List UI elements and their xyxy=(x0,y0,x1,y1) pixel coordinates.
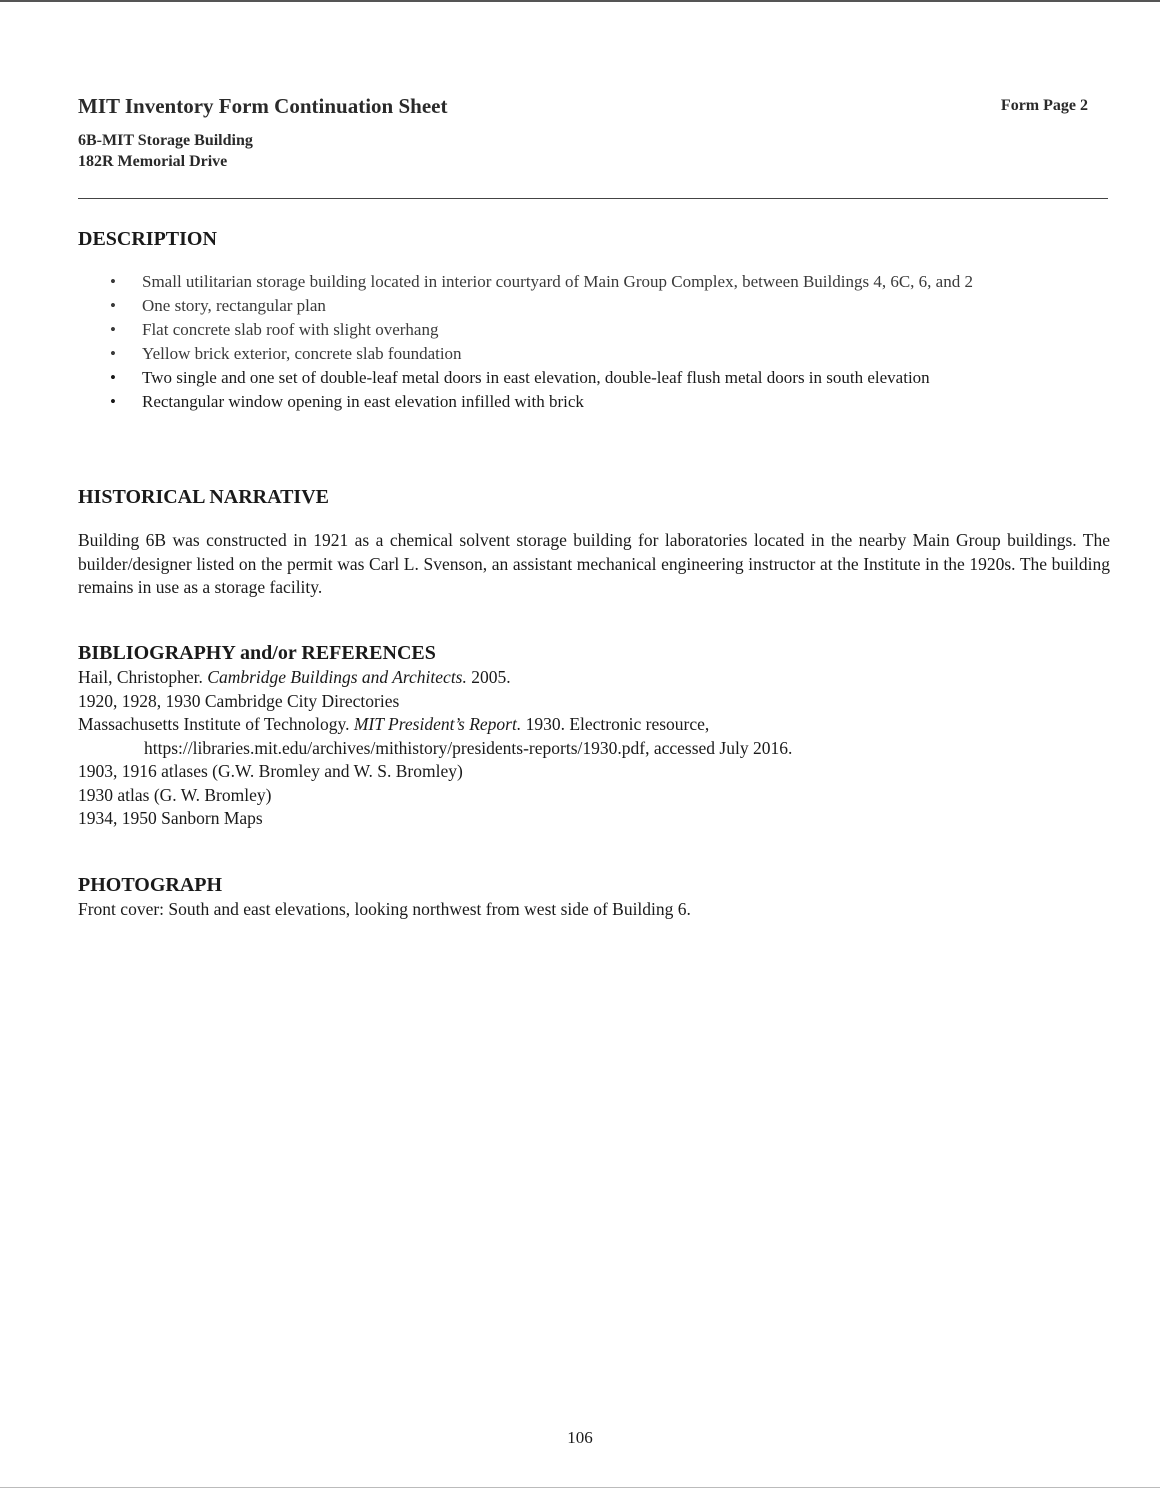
list-item-text: Flat concrete slab roof with slight overhang xyxy=(142,320,439,339)
list-item-text: Small utilitarian storage building located in interior courtyard of Main Group Complex, between Buildings 4, 6C, 6, and 2 xyxy=(142,272,973,291)
reference-title: MIT President’s Report. xyxy=(353,714,522,734)
list-item xyxy=(78,342,1118,366)
bibliography-heading: BIBLIOGRAPHY and/or REFERENCES xyxy=(78,642,436,664)
list-item-text: Two single and one set of double-leaf metal doors in east elevation, double-leaf flush metal doors in south elevation xyxy=(142,368,930,387)
narrative-text: Building 6B was constructed in 1921 as a chemical solvent storage building for laboratories located in the nearby Main Group buildings. The builder/designer listed on the permit was Carl L. Svenson, an assistant mechanical engineering instructor at the Institute in the 1920s. The building remains in use as a storage facility. xyxy=(78,530,1110,597)
reference-details: 1930. Electronic resource, xyxy=(521,714,710,734)
bullet-icon: • xyxy=(110,368,116,387)
narrative-heading: HISTORICAL NARRATIVE xyxy=(78,486,329,508)
list-item xyxy=(78,366,1118,390)
reference-entry: 1920, 1928, 1930 Cambridge City Directories xyxy=(78,690,400,711)
building-address: 182R Memorial Drive xyxy=(78,153,228,170)
reference-entry xyxy=(78,666,1118,690)
list-item xyxy=(78,294,1118,318)
list-item xyxy=(78,318,1118,342)
photograph-heading: PHOTOGRAPH xyxy=(78,874,223,896)
bullet-icon: • xyxy=(110,272,116,291)
reference-entry: 1903, 1916 atlases (G.W. Bromley and W. S. Bromley) xyxy=(78,761,463,781)
reference-title: Cambridge Buildings and Architects. xyxy=(207,667,467,687)
form-page-label: Form Page 2 xyxy=(1000,97,1088,114)
reference-author: Hail, Christopher. xyxy=(78,667,208,687)
reference-entry xyxy=(78,713,1118,737)
list-item-text: Rectangular window opening in east elevation infilled with brick xyxy=(142,392,584,411)
building-name: 6B-MIT Storage Building xyxy=(78,132,253,149)
scan-edge-top xyxy=(0,0,1160,2)
bullet-icon: • xyxy=(110,296,116,315)
photograph-caption: Front cover: South and east elevations, looking northwest from west side of Building 6. xyxy=(78,899,691,919)
header-divider xyxy=(78,198,1108,199)
list-item xyxy=(78,270,1118,294)
form-title: MIT Inventory Form Continuation Sheet xyxy=(78,94,448,118)
description-list xyxy=(78,270,1118,414)
bibliography-list xyxy=(78,666,1118,831)
description-heading: DESCRIPTION xyxy=(78,228,217,250)
reference-entry: 1934, 1950 Sanborn Maps xyxy=(78,808,263,828)
reference-url: https://libraries.mit.edu/archives/mithistory/presidents-reports/1930.pdf, accessed July 2016. xyxy=(144,737,793,758)
list-item xyxy=(78,390,1118,414)
page-number: 106 xyxy=(567,1428,593,1447)
scan-edge-bottom xyxy=(0,1487,1160,1488)
reference-year: 2005. xyxy=(466,667,511,687)
reference-entry: 1930 atlas (G. W. Bromley) xyxy=(78,784,272,805)
bullet-icon: • xyxy=(110,320,116,339)
list-item-text: One story, rectangular plan xyxy=(142,296,326,315)
bullet-icon: • xyxy=(110,392,116,411)
reference-author: Massachusetts Institute of Technology. xyxy=(78,714,354,734)
bullet-icon: • xyxy=(110,344,116,363)
list-item-text: Yellow brick exterior, concrete slab foundation xyxy=(142,344,462,363)
